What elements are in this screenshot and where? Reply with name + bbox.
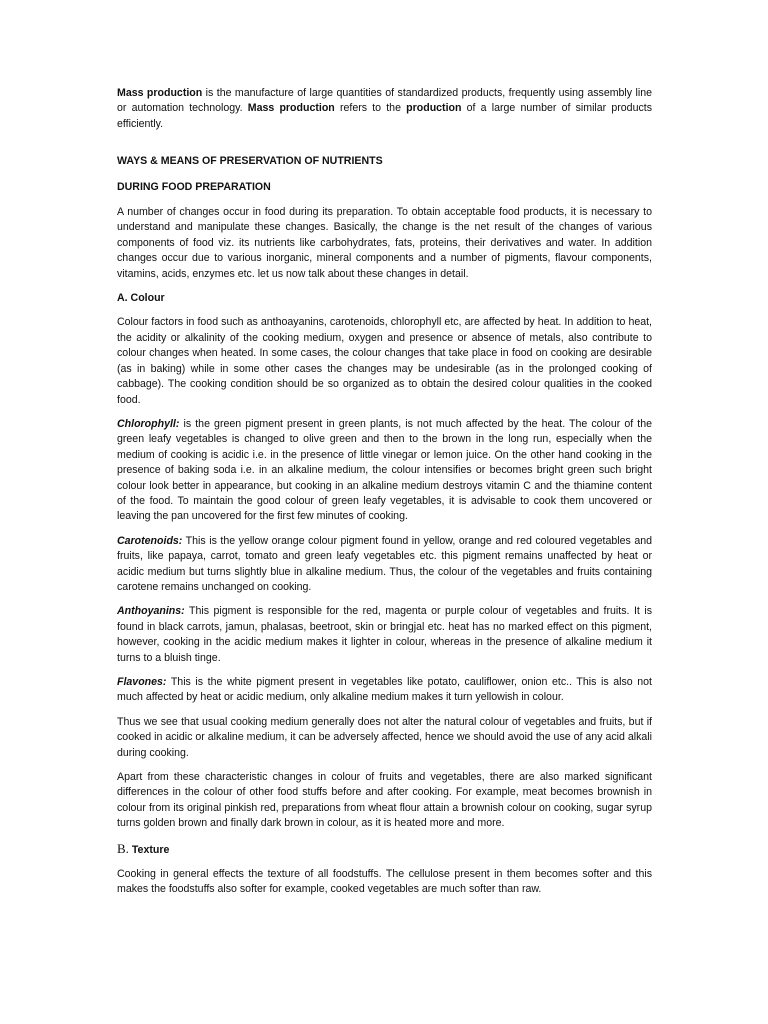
texture-heading-letter: B. [117, 840, 129, 856]
other-foods-paragraph: Apart from these characteristic changes in colour of fruits and vegetables, there are also marked significant differences in the colour of other food stuffs before and after cooking. For example, meat becomes brownish in colour from its original pinkish red, preparations from wheat flour attain a brownish colour on cooking, sugar syrup turns golden brown and finally dark brown in colour, as it is heated more and more. [117, 771, 652, 830]
anthoyanins-paragraph [117, 604, 652, 666]
intro-text: refers to the [334, 102, 407, 115]
flavones-term: Flavones: [117, 676, 167, 688]
texture-paragraph-clip [117, 867, 652, 897]
chlorophyll-text: is the green pigment present in green plants, is not much affected by the heat. The colour of the green leafy vegetables is changed to olive green and then to the brown in the long run, especially when the medium of cooking is acidic i.e. in the presence of little vinegar or lemon juice. On the other hand cooking in the presence of baking soda i.e. in an alkaline medium, the colour intensifies or becomes bright green such bright colour look better in appearance, but cooking in an alkaline medium destroys vitamin C and the thiamine content of the food. To maintain the good colour of green leafy vegetables, it is advisable to cook them uncovered or leaving the pan uncovered for the first few minutes of cooking. [117, 417, 652, 523]
flavones-paragraph [117, 675, 652, 706]
carotenoids-text: This is the yellow orange colour pigment found in yellow, orange and red coloured vegetables and fruits, like papaya, carrot, tomato and green leafy vegetables etc. this pigment remains unaffected by heat or acidic medium but turns slightly blue in alkaline medium. Thus, the colour of the vegetables and fruits containing carotene remains unchanged on cooking. [117, 534, 652, 593]
intro-text: is the manufacture of large quantities of standardized products, frequently using assembly line or automation technology. [117, 87, 652, 115]
carotenoids-term: Carotenoids: [117, 534, 183, 547]
intro-bold-term: production [406, 102, 462, 115]
texture-heading-label: Texture [128, 843, 170, 856]
chlorophyll-paragraph [117, 417, 652, 525]
anthoyanins-term: Anthoyanins: [117, 605, 185, 618]
colour-heading: A. Colour [117, 292, 165, 305]
intro-bold-term: Mass production [247, 102, 335, 115]
section-subheading: DURING FOOD PREPARATION [117, 180, 271, 193]
flavones-text: This is the white pigment present in vegetables like potato, cauliflower, onion etc.. This is also not much affected by heat or acidic medium, only alkaline medium makes it turn yellowish in colour. [117, 676, 652, 704]
summary-paragraph: Thus we see that usual cooking medium generally does not alter the natural colour of vegetables and fruits, but if cooked in acidic or alkaline medium, it can be adversely affected, hence we should avoid the use of any acid alkali during cooking. [117, 715, 652, 759]
section-heading: WAYS & MEANS OF PRESERVATION OF NUTRIENTS [117, 155, 383, 168]
chlorophyll-term: Chlorophyll: [117, 417, 180, 430]
anthoyanins-text: This pigment is responsible for the red, magenta or purple colour of vegetables and fruits. It is found in black carrots, jamun, phalasas, beetroot, skin or bringjal etc. heat has no marked effect on this pigment, however, cooking in the acidic medium makes it lighter in colour, whereas in the presence of alkaline medium it turns to a bluish tinge. [117, 605, 652, 664]
texture-paragraph: Cooking in general effects the texture of all foodstuffs. The cellulose present in them becomes softer and this makes the foodstuffs also softer for example, cooked vegetables are much softer than raw. [117, 868, 652, 896]
intro-paragraph [117, 86, 652, 132]
texture-heading [117, 841, 652, 858]
carotenoids-paragraph [117, 534, 652, 596]
changes-paragraph: A number of changes occur in food during its preparation. To obtain acceptable food products, it is necessary to understand and manipulate these changes. Basically, the change is the net result of the changes of various components of food viz. its nutrients like carbohydrates, fats, proteins, their derivatives and water. In addition changes occur due to various inorganic, mineral components and a number of pigments, flavour components, vitamins, acids, enzymes etc. let us now talk about these changes in detail. [117, 206, 652, 280]
intro-text: of a large number of similar products efficiently. [117, 102, 653, 130]
intro-bold-term: Mass production [117, 87, 203, 99]
colour-paragraph: Colour factors in food such as anthoayanins, carotenoids, chlorophyll etc, are affected by heat. In addition to heat, the acidity or alkalinity of the cooking medium, oxygen and presence or absence of metals, also contribute to colour changes when heated. In some cases, the colour changes that take place in food on cooking are desirable (as in baking) while in some other cases the changes may be undesirable (as in the prolonged cooking of cabbage). The cooking condition should be so organized as to obtain the desired colour qualities in the cooked food. [117, 316, 652, 406]
